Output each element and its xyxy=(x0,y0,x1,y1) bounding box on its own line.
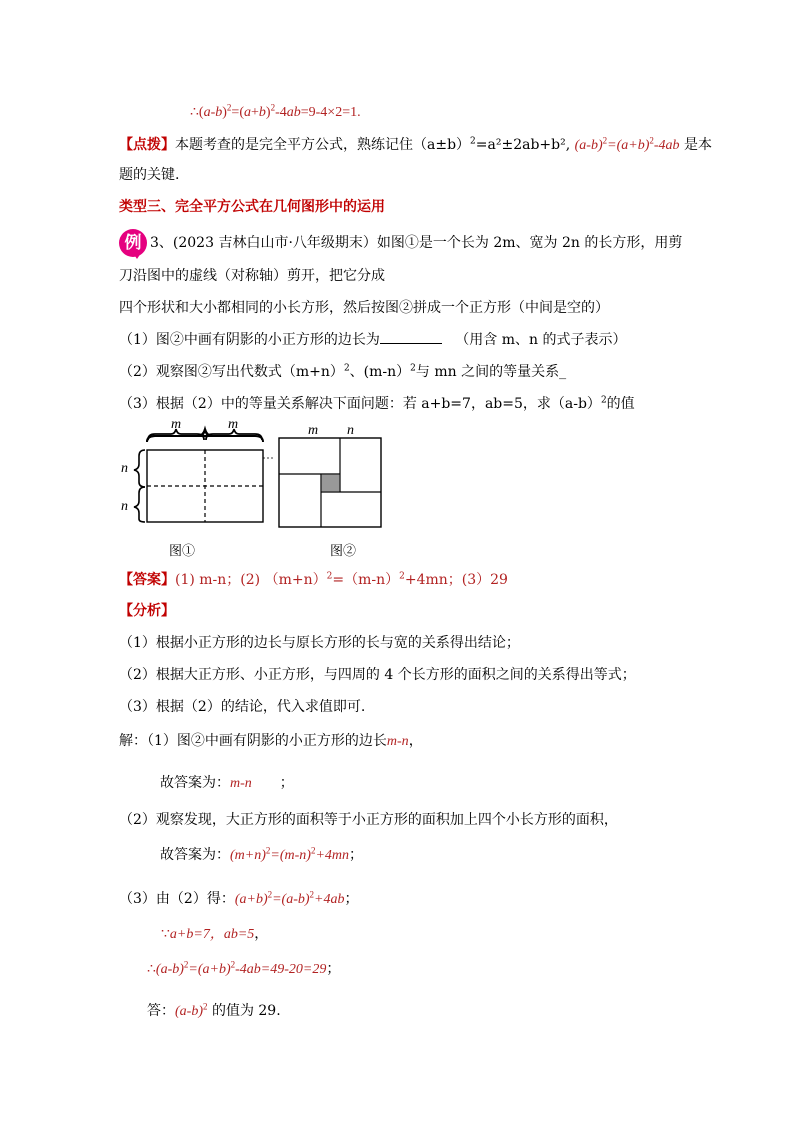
question-3: （3）根据（2）中的等量关系解决下面问题：若 a+b=7，ab=5，求$(a-b)^2$的值 xyxy=(119,395,635,412)
solution-step5: $\therefore(a-b)^2=(a+b)^2-4ab=49-20=29$； xyxy=(147,959,341,977)
shaded-square xyxy=(321,474,340,492)
fig2-label-n: n xyxy=(347,423,354,438)
fig1-label-n2: n xyxy=(121,499,128,514)
solution-step1-answer: 故答案为：m-n ； xyxy=(160,775,294,791)
figure-2-caption: 图② xyxy=(330,544,357,559)
example-line2: 刀沿图中的虚线（对称轴）剪开，把它分成 xyxy=(119,268,385,284)
answer-blank xyxy=(380,331,442,344)
solution-final: 答：$(a-b)^2$ 的值为 29. xyxy=(147,1001,281,1019)
solution-step2-answer: 故答案为：$(m+n)^2=(m-n)^2+4mn$； xyxy=(160,845,363,863)
analysis-line2: （2）根据大正方形、小正方形，与四周的 4 个长方形的面积之间的关系得出等式； xyxy=(119,667,636,683)
question-2: （2）观察图②写出代数式$(m+n)^2$、(m-n）$^2$与 mn 之间的等量关系_ xyxy=(119,363,567,380)
analysis-line3: （3）根据（2）的结论，代入求值即可. xyxy=(119,699,366,715)
solution-step2: （2）观察发现，大正方形的面积等于小正方形的面积加上四个小长方形的面积， xyxy=(119,812,618,828)
dianbo-label: 【点拨】 xyxy=(119,137,175,153)
fig1-label-m1: m xyxy=(171,420,182,432)
question-1: （1）图②中画有阴影的小正方形的边长为 （用含 m、n 的式子表示） xyxy=(119,332,627,348)
figure-1 xyxy=(115,420,275,525)
example-line3: 四个形状和大小都相同的小长方形，然后按图②拼成一个正方形（中间是空的） xyxy=(119,300,609,316)
top-formula: $\therefore(a-b)^2=(a+b)^2-4ab=9-4\times 2=1$. xyxy=(190,102,361,120)
dianbo-paragraph: 【点拨】本题考查的是完全平方公式，熟练记住$(a\pm b)^2=a^2\pm 2ab+b^2$, $(a-b)^2=(a+b)^2-4ab$ 是本 xyxy=(119,135,712,153)
analysis-line1: （1）根据小正方形的边长与原长方形的长与宽的关系得出结论； xyxy=(119,635,520,651)
solution-step1: 解：（1）图②中画有阴影的小正方形的边长m-n， xyxy=(119,733,423,749)
fig1-label-m2: m xyxy=(228,420,239,432)
dianbo-line2: 题的关键. xyxy=(119,167,180,183)
figure-1-caption: 图① xyxy=(169,544,196,559)
fig2-label-m: m xyxy=(308,423,319,438)
example-badge: 例 xyxy=(119,229,147,257)
section-title: 类型三、完全平方公式在几何图形中的运用 xyxy=(119,199,385,215)
answer-label: 【答案】 xyxy=(119,572,175,588)
solution-step4: ∵a+b=7，ab=5， xyxy=(161,926,269,942)
solution-step3: （3）由（2）得：$(a+b)^2=(a-b)^2+4ab$； xyxy=(119,889,359,907)
answer-line: 【答案】(1) m-n；(2) $(m+n)^2=(m-n)^2+4mn$；(3）29 xyxy=(119,571,508,588)
figure-2 xyxy=(275,420,390,532)
example-line1: 3、(2023 吉林白山市·八年级期末）如图①是一个长为 2m、宽为 2n 的长方形，用剪 xyxy=(150,235,683,251)
fig1-label-n1: n xyxy=(121,461,128,476)
analysis-label: 【分析】 xyxy=(119,603,175,619)
